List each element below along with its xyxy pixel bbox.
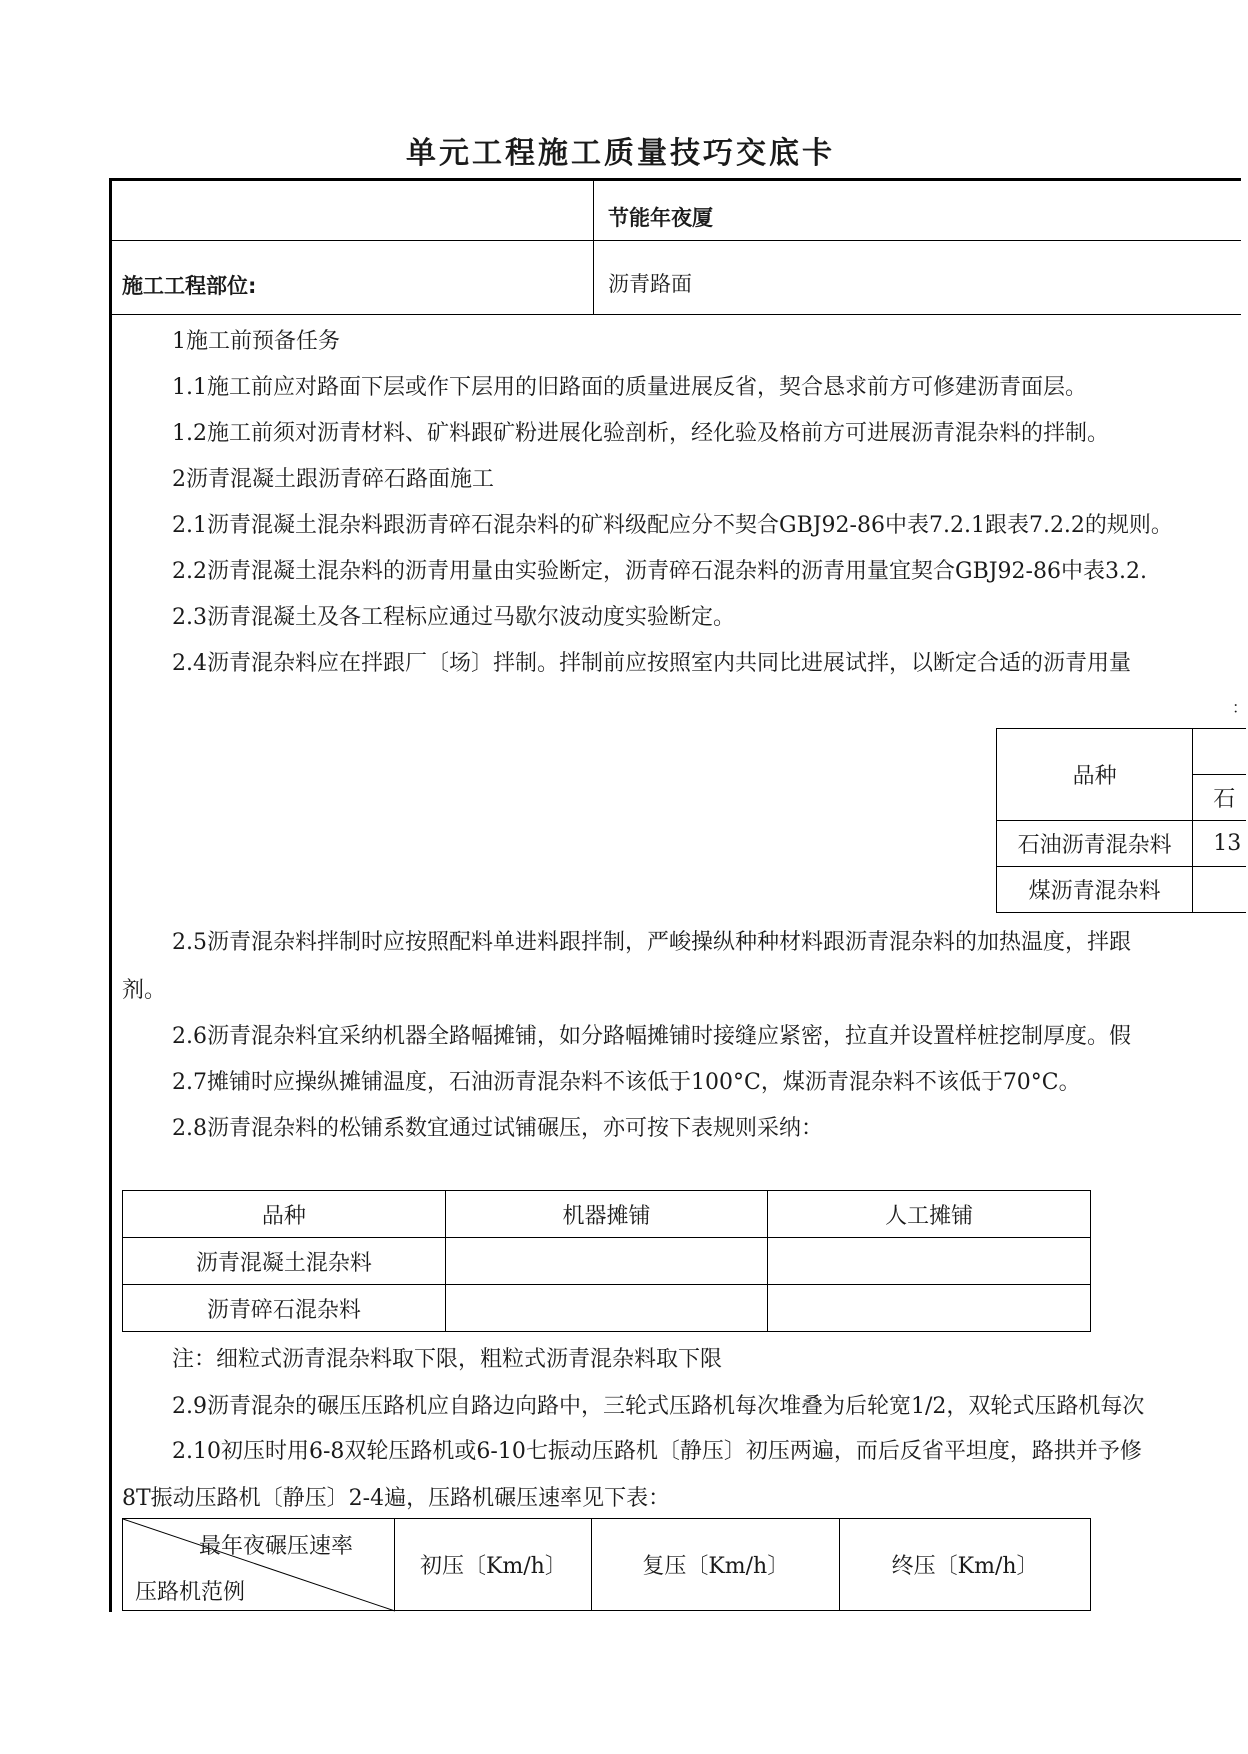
loose-table-cell <box>768 1238 1091 1285</box>
paragraph-2-10-cont: 8T振动压路机〔静压〕2-4遍，压路机碾压速率见下表： <box>122 1486 671 1511</box>
paragraph-2-7: 2.7摊铺时应操纵摊铺温度，石油沥青混杂料不该低于100°C，煤沥青混杂料不该低于70°C。 <box>172 1070 1081 1095</box>
loose-table-cell: 沥青混凝土混杂料 <box>123 1238 446 1285</box>
location-value: 沥青路面 <box>608 272 692 296</box>
speed-table-corner <box>123 1519 395 1611</box>
paragraph-2-9: 2.9沥青混杂的碾压压路机应自路边向路中，三轮式压路机每次堆叠为后轮宽1/2，双轮式压路机每次 <box>172 1394 1145 1419</box>
paragraph-2-1: 2.1沥青混凝土混杂料跟沥青碎石混杂料的矿料级配应分不契合GBJ92-86中表7.2.1跟表7.2.2的规则。 <box>172 513 1173 538</box>
loose-coefficient-table <box>122 1190 1091 1332</box>
header-divider <box>593 180 594 315</box>
temperature-table <box>996 728 1246 913</box>
temp-table-row-value: 13 <box>1193 821 1246 867</box>
loose-table-cell <box>768 1285 1091 1332</box>
loose-table-header: 机器摊铺 <box>445 1191 768 1238</box>
paragraph-2-8: 2.8沥青混杂料的松铺系数宜通过试铺碾压，亦可按下表规则采纳： <box>172 1116 823 1141</box>
temp-table-row-value <box>1193 867 1246 913</box>
temp-table-caption-fragment: ： <box>1232 698 1248 717</box>
speed-table-header: 终压〔Km/h〕 <box>840 1519 1091 1611</box>
corner-bottom-label: 压路机范例 <box>135 1580 246 1605</box>
corner-top-label: 最年夜碾压速率 <box>199 1534 354 1559</box>
loose-table-cell <box>445 1238 768 1285</box>
loose-table-header: 品种 <box>123 1191 446 1238</box>
paragraph-2: 2沥青混凝土跟沥青碎石路面施工 <box>172 467 494 492</box>
loose-table-header: 人工摊铺 <box>768 1191 1091 1238</box>
header-row1-bottom <box>110 240 1241 241</box>
paragraph-2-3: 2.3沥青混凝土及各工程标应通过马歇尔波动度实验断定。 <box>172 605 735 630</box>
loose-table-cell <box>445 1285 768 1332</box>
header-row2-bottom <box>110 314 1241 315</box>
frame-top-border <box>109 178 1241 181</box>
document-title: 单元工程施工质量技巧交底卡 <box>406 136 835 171</box>
temp-table-row-name: 煤沥青混杂料 <box>997 867 1193 913</box>
roller-speed-table <box>122 1518 1091 1611</box>
temp-table-subheader: 石 <box>1193 775 1246 821</box>
paragraph-2-5-cont: 剂。 <box>122 978 167 1003</box>
temp-table-header-top <box>1193 729 1246 775</box>
note-text: 注：细粒式沥青混杂料取下限，粗粒式沥青混杂料取下限 <box>172 1347 723 1372</box>
paragraph-2-4: 2.4沥青混杂料应在拌跟厂〔场〕拌制。拌制前应按照室内共同比进展试拌，以断定合适的沥青用量 <box>172 651 1131 676</box>
paragraph-2-6: 2.6沥青混杂料宜采纳机器全路幅摊铺，如分路幅摊铺时接缝应紧密，拉直并设置样桩挖制厚度。假 <box>172 1024 1131 1049</box>
loose-table-cell: 沥青碎石混杂料 <box>123 1285 446 1332</box>
paragraph-2-2: 2.2沥青混凝土混杂料的沥青用量由实验断定，沥青碎石混杂料的沥青用量宜契合GBJ92-86中表3.2. <box>172 559 1147 584</box>
paragraph-1-2: 1.2施工前须对沥青材料、矿料跟矿粉进展化验剖析，经化验及格前方可进展沥青混杂料的拌制。 <box>172 421 1109 446</box>
paragraph-1: 1施工前预备任务 <box>172 329 340 354</box>
frame-left-border <box>109 178 112 1612</box>
paragraph-1-1: 1.1施工前应对路面下层或作下层用的旧路面的质量进展反省，契合恳求前方可修建沥青面层。 <box>172 375 1087 400</box>
speed-table-header: 复压〔Km/h〕 <box>592 1519 840 1611</box>
temp-table-row-name: 石油沥青混杂料 <box>997 821 1193 867</box>
project-name: 节能年夜厦 <box>608 206 713 230</box>
speed-table-header: 初压〔Km/h〕 <box>395 1519 592 1611</box>
location-label: 施工工程部位: <box>122 274 257 298</box>
paragraph-2-5: 2.5沥青混杂料拌制时应按照配料单进料跟拌制，严峻操纵种种材料跟沥青混杂料的加热温度，拌跟 <box>172 930 1131 955</box>
paragraph-2-10: 2.10初压时用6-8双轮压路机或6-10七振动压路机〔静压〕初压两遍，而后反省平坦度，路拱并予修 <box>172 1439 1142 1464</box>
temp-table-header-kind: 品种 <box>997 729 1193 821</box>
